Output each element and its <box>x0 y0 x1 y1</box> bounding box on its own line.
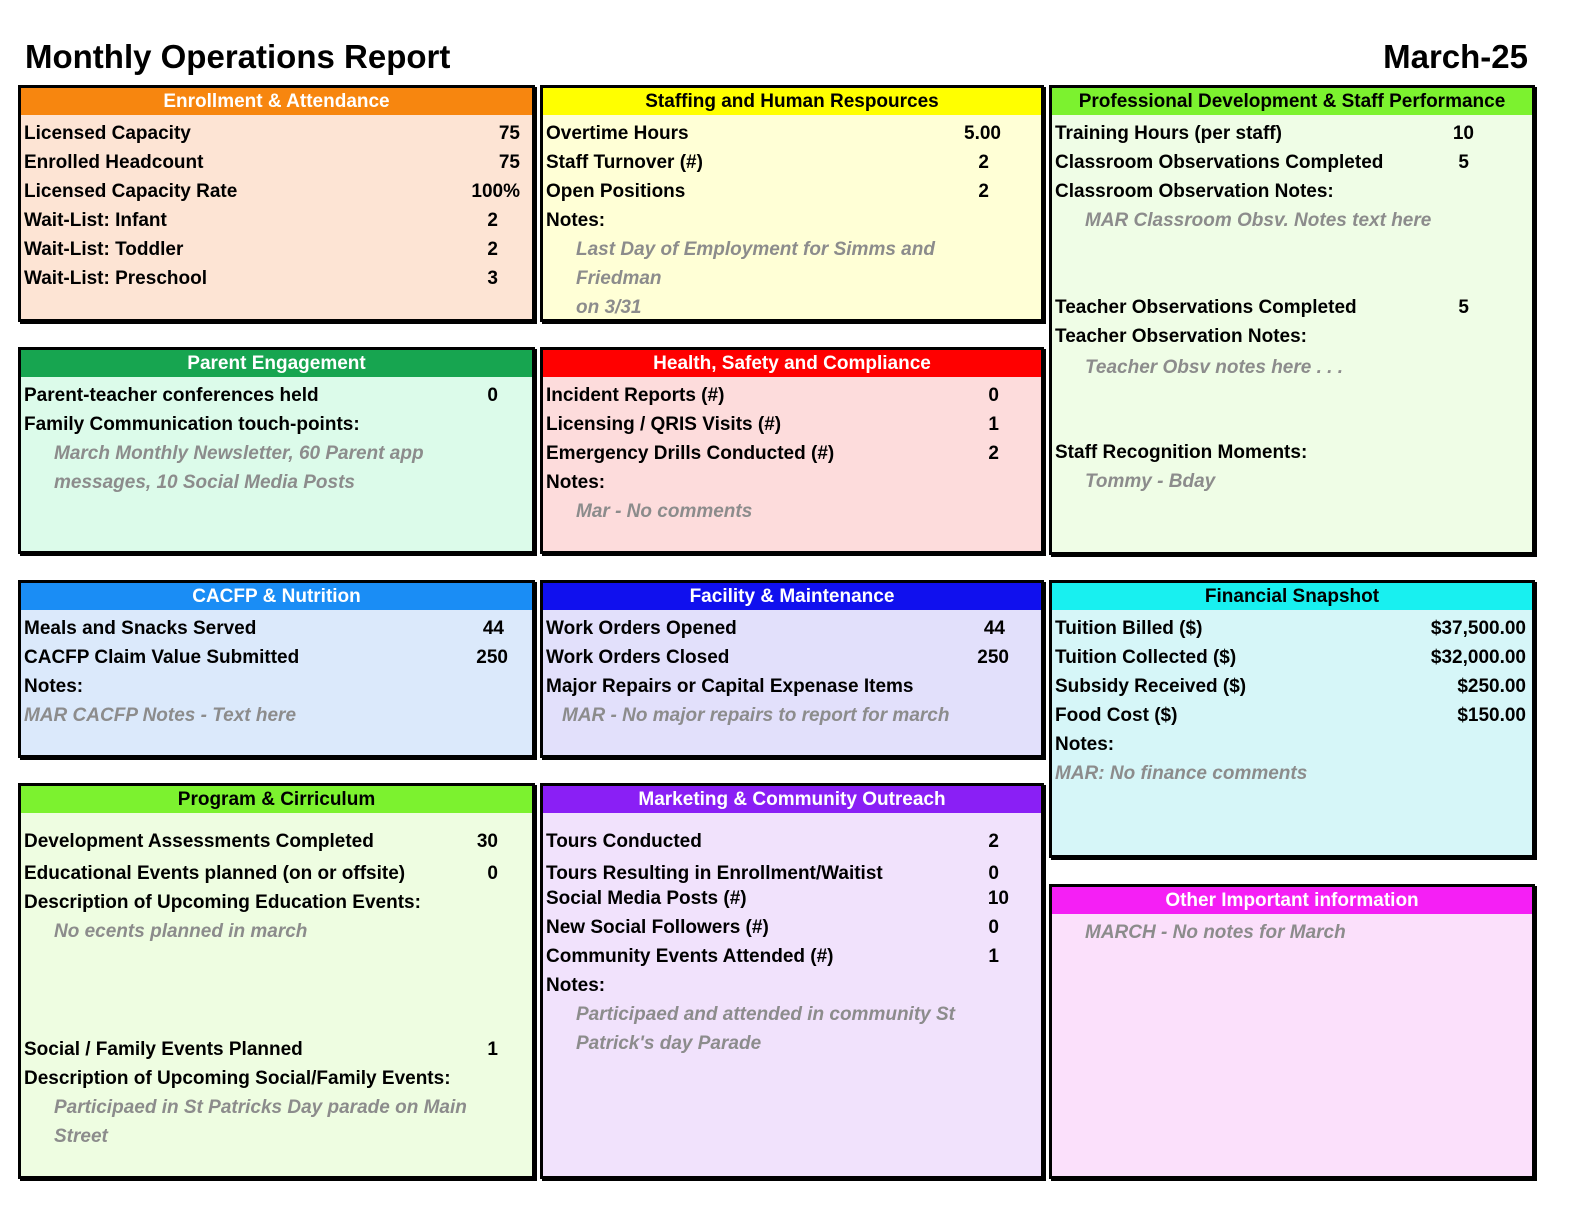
health-notes-label: Notes: <box>546 471 606 493</box>
enrollment-row <box>24 206 520 235</box>
marketing-row: Community Events Attended (#) 1 <box>546 945 999 967</box>
row-value: 75 <box>498 122 520 144</box>
recognition-label: Staff Recognition Moments: <box>1055 441 1308 463</box>
row-value: 100% <box>471 180 520 202</box>
row-value: 5.00 <box>964 122 1001 144</box>
parent-panel <box>18 347 535 554</box>
row-label: Wait-List: Toddler <box>24 238 184 260</box>
financial-notes: MAR: No finance comments <box>1055 763 1308 784</box>
touch-note-line: March Monthly Newsletter, 60 Parent app <box>54 443 424 464</box>
row-label: Licensed Capacity Rate <box>24 180 238 202</box>
facility-row: Work Orders Opened 44 <box>546 617 1005 639</box>
edu-desc-label: Description of Upcoming Education Events: <box>24 891 421 913</box>
report-period: March-25 <box>1383 38 1528 75</box>
row-label: Wait-List: Preschool <box>24 267 207 289</box>
classroom-obs-row: Classroom Observations Completed 5 <box>1055 151 1469 173</box>
financial-panel <box>1049 580 1535 858</box>
repairs-label: Major Repairs or Capital Expenase Items <box>546 675 914 697</box>
conferences-row: Parent-teacher conferences held 0 <box>24 384 498 406</box>
staffing-row <box>546 119 1001 148</box>
health-panel <box>540 347 1044 554</box>
marketing-header: Marketing & Community Outreach <box>543 786 1041 813</box>
cacfp-notes: MAR CACFP Notes - Text here <box>24 705 297 726</box>
report-title: Monthly Operations Report <box>25 38 451 75</box>
staffing-note-line: Last Day of Employment for Simms and Friedman <box>576 239 935 289</box>
staffing-row <box>546 177 1001 206</box>
row-value: 3 <box>487 267 498 289</box>
other-panel <box>1049 884 1535 1179</box>
row-label: Staff Turnover (#) <box>546 151 703 173</box>
edu-desc-notes: No ecents planned in march <box>54 921 308 942</box>
other-notes: MARCH - No notes for March <box>1085 922 1346 943</box>
staffing-row <box>546 148 1001 177</box>
staffing-note-line: on 3/31 <box>576 297 642 318</box>
marketing-note-line: Patrick's day Parade <box>576 1033 762 1054</box>
parent-header: Parent Engagement <box>21 350 532 377</box>
financial-row: Food Cost ($) $150.00 <box>1055 704 1526 726</box>
teacher-notes-label: Teacher Observation Notes: <box>1055 325 1308 347</box>
financial-notes-label: Notes: <box>1055 733 1115 755</box>
staffing-panel <box>540 85 1044 322</box>
social-desc-label: Description of Upcoming Social/Family Events: <box>24 1067 451 1089</box>
cacfp-panel <box>18 580 535 758</box>
social-events-row: Social / Family Events Planned 1 <box>24 1038 498 1060</box>
row-value: 2 <box>978 151 989 173</box>
health-row: Licensing / QRIS Visits (#) 1 <box>546 413 999 435</box>
repairs-notes: MAR - No major repairs to report for march <box>562 705 950 726</box>
health-header: Health, Safety and Compliance <box>543 350 1041 377</box>
teacher-notes: Teacher Obsv notes here . . . <box>1085 357 1344 378</box>
professional-header: Professional Development & Staff Performance <box>1052 88 1532 115</box>
facility-row: Work Orders Closed 250 <box>546 646 1009 668</box>
row-label: Overtime Hours <box>546 122 689 144</box>
social-desc-line: Street <box>54 1126 108 1147</box>
recognition-notes: Tommy - Bday <box>1085 471 1216 492</box>
enrollment-row <box>24 235 520 264</box>
touch-note-line: messages, 10 Social Media Posts <box>54 472 355 493</box>
cacfp-notes-label: Notes: <box>24 675 84 697</box>
financial-row: Tuition Collected ($) $32,000.00 <box>1055 646 1526 668</box>
other-header: Other Important information <box>1052 887 1532 914</box>
teacher-obs-row: Teacher Observations Completed 5 <box>1055 296 1469 318</box>
classroom-notes: MAR Classroom Obsv. Notes text here <box>1085 210 1432 231</box>
training-row: Training Hours (per staff) 10 <box>1055 122 1474 144</box>
marketing-row: Tours Resulting in Enrollment/Waitist 0 <box>546 862 999 884</box>
staffing-notes-label: Notes: <box>546 209 606 231</box>
financial-row: Subsidy Received ($) $250.00 <box>1055 675 1526 697</box>
marketing-row: Social Media Posts (#) 10 <box>546 887 1009 909</box>
row-label: Licensed Capacity <box>24 122 191 144</box>
professional-panel <box>1049 85 1535 555</box>
classroom-notes-label: Classroom Observation Notes: <box>1055 180 1334 202</box>
cacfp-row: Meals and Snacks Served 44 <box>24 617 504 639</box>
row-value: 75 <box>498 151 520 173</box>
row-value: 2 <box>487 238 498 260</box>
health-row: Incident Reports (#) 0 <box>546 384 999 406</box>
edu-events-row: Educational Events planned (on or offsite) 0 <box>24 862 498 884</box>
row-label: Enrolled Headcount <box>24 151 204 173</box>
financial-row: Tuition Billed ($) $37,500.00 <box>1055 617 1526 639</box>
enrollment-row <box>24 177 520 206</box>
marketing-note-line: Participaed and attended in community St <box>576 1004 956 1025</box>
row-value: 2 <box>487 209 498 231</box>
enrollment-row <box>24 119 520 148</box>
program-panel <box>18 783 535 1179</box>
enrollment-row <box>24 264 520 293</box>
touch-points-label: Family Communication touch-points: <box>24 413 360 435</box>
marketing-row: New Social Followers (#) 0 <box>546 916 999 938</box>
marketing-row: Tours Conducted 2 <box>546 830 999 852</box>
health-row: Emergency Drills Conducted (#) 2 <box>546 442 999 464</box>
enrollment-row <box>24 148 520 177</box>
assessments-row: Development Assessments Completed 30 <box>24 830 498 852</box>
staffing-header: Staffing and Human Respources <box>543 88 1041 115</box>
enrollment-panel <box>18 85 535 322</box>
social-desc-line: Participaed in St Patricks Day parade on Main <box>54 1097 467 1118</box>
health-notes: Mar - No comments <box>576 501 753 522</box>
enrollment-header: Enrollment & Attendance <box>21 88 532 115</box>
cacfp-row: CACFP Claim Value Submitted 250 <box>24 646 508 668</box>
facility-panel <box>540 580 1044 758</box>
row-label: Wait-List: Infant <box>24 209 167 231</box>
facility-header: Facility & Maintenance <box>543 583 1041 610</box>
row-label: Open Positions <box>546 180 686 202</box>
row-value: 2 <box>978 180 989 202</box>
financial-header: Financial Snapshot <box>1052 583 1532 610</box>
marketing-notes-label: Notes: <box>546 974 606 996</box>
program-header: Program & Cirriculum <box>21 786 532 813</box>
cacfp-header: CACFP & Nutrition <box>21 583 532 610</box>
marketing-panel <box>540 783 1044 1179</box>
